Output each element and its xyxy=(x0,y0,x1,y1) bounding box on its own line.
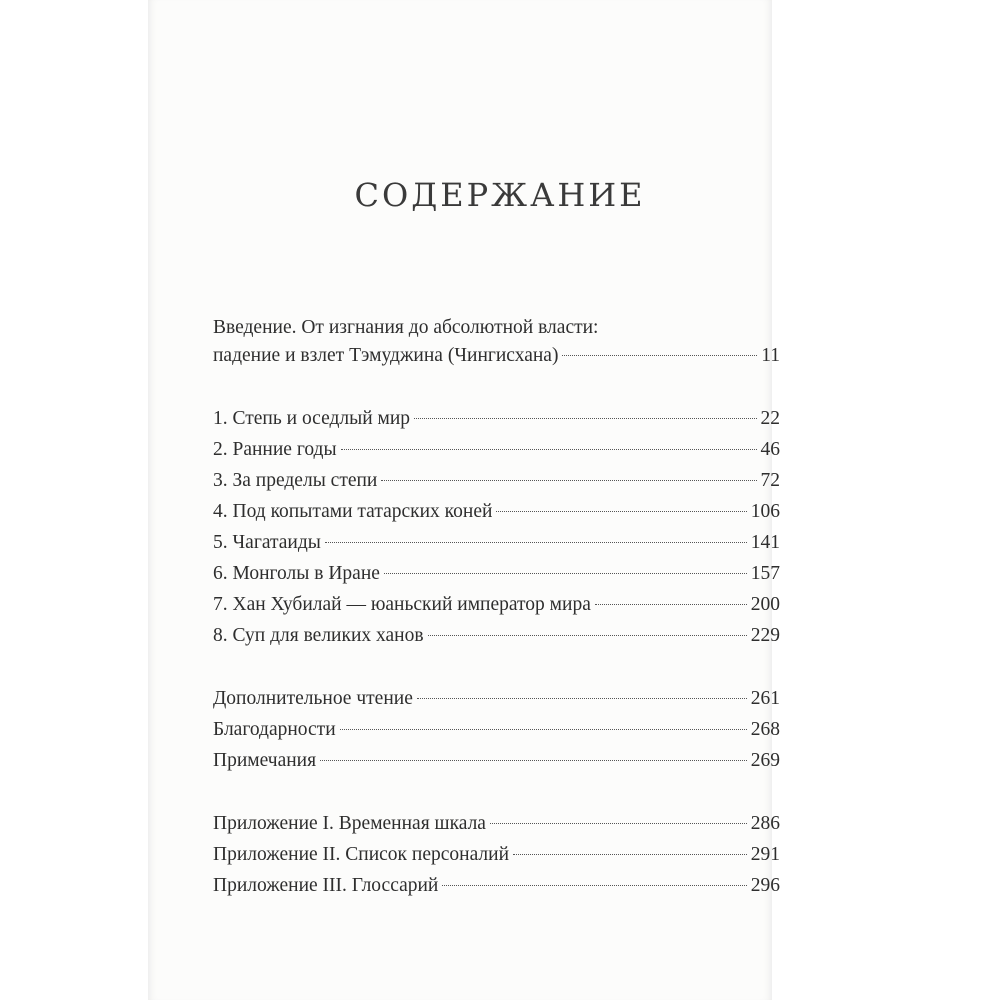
toc-entry-chapter xyxy=(213,558,780,589)
toc-page-number: 157 xyxy=(750,563,780,584)
toc-entry-chapter xyxy=(213,589,780,620)
toc-entry-appendix xyxy=(213,839,780,870)
toc-entry-label: падение и взлет Тэмуджина (Чингисхана) xyxy=(213,345,559,366)
toc-entry-label: 7. Хан Хубилай — юаньский император мира xyxy=(213,594,591,615)
dot-leader xyxy=(513,854,747,855)
toc-entry-label: 4. Под копытами татарских коней xyxy=(213,501,493,522)
table-of-contents xyxy=(213,316,780,901)
section-gap xyxy=(213,776,780,808)
dot-leader xyxy=(381,480,756,481)
toc-page-number: 229 xyxy=(750,625,780,646)
toc-page-number: 46 xyxy=(760,439,780,460)
toc-entry-appendix xyxy=(213,870,780,901)
toc-entry-chapter xyxy=(213,465,780,496)
dot-leader xyxy=(417,698,747,699)
dot-leader xyxy=(384,573,747,574)
toc-entry-label: Примечания xyxy=(213,750,317,771)
toc-entry-chapter xyxy=(213,527,780,558)
toc-entry-label: 5. Чагатаиды xyxy=(213,532,321,553)
dot-leader xyxy=(325,542,747,543)
dot-leader xyxy=(341,449,757,450)
toc-page-number: 291 xyxy=(750,844,780,865)
toc-entry-chapter xyxy=(213,434,780,465)
page-title: СОДЕРЖАНИЕ xyxy=(354,176,646,214)
toc-entry-label: 1. Степь и оседлый мир xyxy=(213,408,411,429)
toc-entry-back-matter xyxy=(213,683,780,714)
toc-page-number: 106 xyxy=(750,501,780,522)
dot-leader xyxy=(595,604,747,605)
toc-entry-chapter xyxy=(213,496,780,527)
dot-leader xyxy=(340,729,747,730)
dot-leader xyxy=(490,823,747,824)
toc-page-number: 22 xyxy=(760,408,780,429)
toc-intro-line1: Введение. От изгнания до абсолютной власти: xyxy=(213,317,599,338)
toc-entry-back-matter xyxy=(213,745,780,776)
toc-page-number: 268 xyxy=(750,719,780,740)
toc-entry-chapter xyxy=(213,620,780,651)
toc-entry-label: Приложение III. Глоссарий xyxy=(213,875,439,896)
toc-page-number: 141 xyxy=(750,532,780,553)
toc-page-number: 286 xyxy=(750,813,780,834)
toc-entry-label: Благодарности xyxy=(213,719,336,740)
dot-leader xyxy=(442,885,746,886)
toc-entry-appendix xyxy=(213,808,780,839)
toc-entry-label: 2. Ранние годы xyxy=(213,439,337,460)
section-gap xyxy=(213,371,780,403)
section-gap xyxy=(213,651,780,683)
toc-entry-label: 8. Суп для великих ханов xyxy=(213,625,424,646)
dot-leader xyxy=(428,635,747,636)
dot-leader xyxy=(320,760,747,761)
toc-page-number: 11 xyxy=(761,345,780,366)
toc-entry-chapter xyxy=(213,403,780,434)
toc-page-number: 261 xyxy=(750,688,780,709)
toc-entry-label: 3. За пределы степи xyxy=(213,470,378,491)
toc-page-number: 72 xyxy=(760,470,780,491)
toc-entry-intro xyxy=(213,340,780,371)
toc-entry-label: Приложение II. Список персоналий xyxy=(213,844,510,865)
toc-entry-label: Дополнительное чтение xyxy=(213,688,413,709)
toc-entry-label: 6. Монголы в Иране xyxy=(213,563,380,584)
dot-leader xyxy=(562,355,757,356)
toc-entry-back-matter xyxy=(213,714,780,745)
dot-leader xyxy=(414,418,756,419)
toc-page-number: 200 xyxy=(750,594,780,615)
toc-entry-label: Приложение I. Временная шкала xyxy=(213,813,486,834)
toc-page-number: 296 xyxy=(750,875,780,896)
toc-page-number: 269 xyxy=(750,750,780,771)
dot-leader xyxy=(496,511,746,512)
